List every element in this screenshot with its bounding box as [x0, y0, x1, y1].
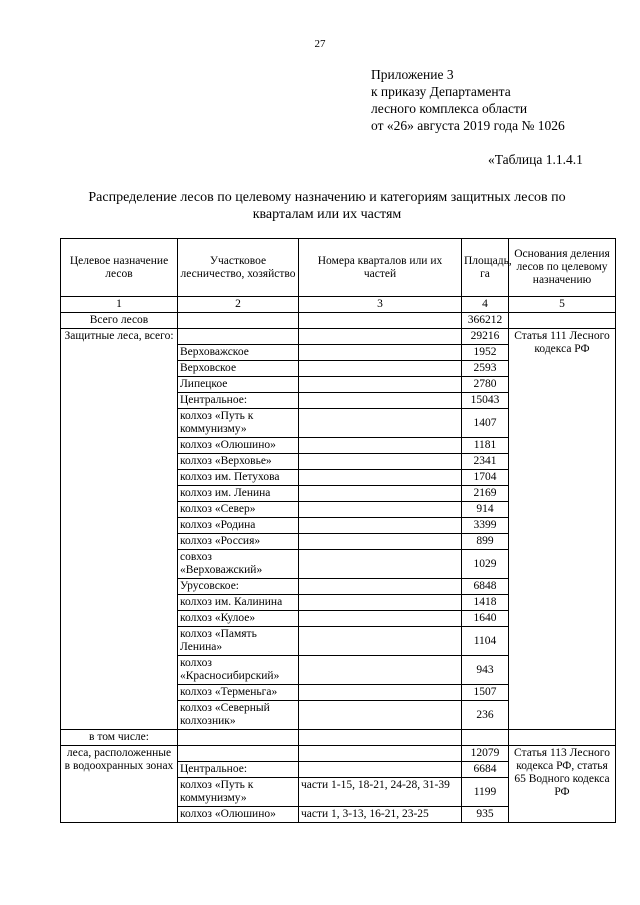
column-header: Целевое назначение лесов: [61, 239, 178, 297]
quarters-cell: [299, 627, 462, 656]
column-number-row: [61, 297, 616, 313]
area-cell: 2169: [462, 486, 509, 502]
water-protection-label: леса, расположенные в водоохранных зонах: [61, 746, 178, 823]
document-title: Распределение лесов по целевому назначению и категориям защитных лесов по кварталам или их частям: [88, 190, 566, 222]
empty-cell: [178, 313, 299, 329]
total-row: [61, 313, 616, 329]
quarters-cell: [299, 550, 462, 579]
forestry-cell: колхоз «Северный колхозник»: [178, 701, 299, 730]
area-cell: 2593: [462, 361, 509, 377]
forestry-cell: колхоз «Россия»: [178, 534, 299, 550]
area-cell: 1181: [462, 438, 509, 454]
quarters-cell: [299, 595, 462, 611]
forestry-cell: колхоз «Олюшино»: [178, 438, 299, 454]
column-number: 5: [509, 297, 616, 313]
empty-cell: [462, 730, 509, 746]
forestry-cell: Верховское: [178, 361, 299, 377]
quarters-cell: [299, 454, 462, 470]
quarters-cell: [299, 611, 462, 627]
forestry-cell: Урусовское:: [178, 579, 299, 595]
forestry-cell: колхоз им. Калинина: [178, 595, 299, 611]
area-cell: 1199: [462, 778, 509, 807]
column-number: 1: [61, 297, 178, 313]
empty-cell: [299, 313, 462, 329]
including-row: [61, 730, 616, 746]
area-cell: 1104: [462, 627, 509, 656]
forestry-cell: колхоз «Олюшино»: [178, 807, 299, 823]
quarters-cell: [299, 345, 462, 361]
area-cell: 2341: [462, 454, 509, 470]
quarters-cell: [299, 701, 462, 730]
area-cell: 1418: [462, 595, 509, 611]
empty-cell: [178, 730, 299, 746]
forestry-cell: колхоз «Север»: [178, 502, 299, 518]
empty-cell: [299, 730, 462, 746]
area-cell: 6848: [462, 579, 509, 595]
forest-distribution-table: [60, 238, 616, 823]
quarters-cell: [299, 486, 462, 502]
area-cell: 1952: [462, 345, 509, 361]
forestry-cell: колхоз «Память Ленина»: [178, 627, 299, 656]
empty-cell: [509, 313, 616, 329]
quarters-cell: части 1-15, 18-21, 24-28, 31-39: [299, 778, 462, 807]
including-label: в том числе:: [61, 730, 178, 746]
area-cell: 943: [462, 656, 509, 685]
quarters-cell: [299, 685, 462, 701]
area-cell: 6684: [462, 762, 509, 778]
quarters-cell: [299, 502, 462, 518]
quarters-cell: [299, 534, 462, 550]
quarters-cell: части 1, 3-13, 16-21, 23-25: [299, 807, 462, 823]
quarters-cell: [299, 470, 462, 486]
area-cell: 1029: [462, 550, 509, 579]
empty-cell: [299, 329, 462, 345]
empty-cell: [178, 329, 299, 345]
area-cell: 1704: [462, 470, 509, 486]
quarters-cell: [299, 377, 462, 393]
appendix-line: Приложение 3: [371, 67, 454, 82]
protective-area: 29216: [462, 329, 509, 345]
area-cell: 3399: [462, 518, 509, 534]
quarters-cell: [299, 409, 462, 438]
water-protection-basis: Статья 113 Лесного кодекса РФ, статья 65 Водного кодекса РФ: [509, 746, 616, 823]
column-number: 2: [178, 297, 299, 313]
quarters-cell: [299, 579, 462, 595]
protective-label: Защитные леса, всего:: [61, 329, 178, 730]
area-cell: 2780: [462, 377, 509, 393]
appendix-line: от «26» августа 2019 года № 1026: [371, 118, 565, 133]
column-header: Площадь, га: [462, 239, 509, 297]
forestry-cell: колхоз им. Петухова: [178, 470, 299, 486]
water-protection-area: 12079: [462, 746, 509, 762]
table-header-row: [61, 239, 616, 297]
water-summary-row: [61, 746, 616, 762]
forestry-cell: Центральное:: [178, 762, 299, 778]
forestry-cell: колхоз «Путь к коммунизму»: [178, 409, 299, 438]
table-reference: «Таблица 1.1.4.1: [488, 152, 583, 167]
quarters-cell: [299, 762, 462, 778]
protective-basis: Статья 111 Лесного кодекса РФ: [509, 329, 616, 730]
forestry-cell: колхоз «Терменьга»: [178, 685, 299, 701]
page-number: 27: [314, 38, 326, 50]
forestry-cell: Центральное:: [178, 393, 299, 409]
appendix-line: лесного комплекса области: [371, 101, 528, 116]
quarters-cell: [299, 656, 462, 685]
area-cell: 914: [462, 502, 509, 518]
area-cell: 899: [462, 534, 509, 550]
quarters-cell: [299, 393, 462, 409]
forestry-cell: Верховажское: [178, 345, 299, 361]
total-label: Всего лесов: [61, 313, 178, 329]
quarters-cell: [299, 438, 462, 454]
forestry-cell: колхоз «Кулое»: [178, 611, 299, 627]
column-number: 4: [462, 297, 509, 313]
appendix-line: к приказу Департамента: [371, 84, 511, 99]
forestry-cell: колхоз «Верховье»: [178, 454, 299, 470]
forestry-cell: колхоз «Красносибирский»: [178, 656, 299, 685]
quarters-cell: [299, 361, 462, 377]
area-cell: 1507: [462, 685, 509, 701]
forestry-cell: колхоз «Родина: [178, 518, 299, 534]
area-cell: 935: [462, 807, 509, 823]
empty-cell: [509, 730, 616, 746]
column-header: Номера кварталов или их частей: [299, 239, 462, 297]
column-number: 3: [299, 297, 462, 313]
area-cell: 1407: [462, 409, 509, 438]
forestry-cell: колхоз им. Ленина: [178, 486, 299, 502]
total-area: 366212: [462, 313, 509, 329]
area-cell: 15043: [462, 393, 509, 409]
forestry-cell: колхоз «Путь к коммунизму»: [178, 778, 299, 807]
empty-cell: [299, 746, 462, 762]
area-cell: 236: [462, 701, 509, 730]
appendix-header: [371, 66, 565, 134]
column-header: Участковое лесничество, хозяйство: [178, 239, 299, 297]
quarters-cell: [299, 518, 462, 534]
forestry-cell: совхоз «Верховажский»: [178, 550, 299, 579]
area-cell: 1640: [462, 611, 509, 627]
column-header: Основания деления лесов по целевому назначению: [509, 239, 616, 297]
forestry-cell: Липецкое: [178, 377, 299, 393]
empty-cell: [178, 746, 299, 762]
protective-summary-row: [61, 329, 616, 345]
